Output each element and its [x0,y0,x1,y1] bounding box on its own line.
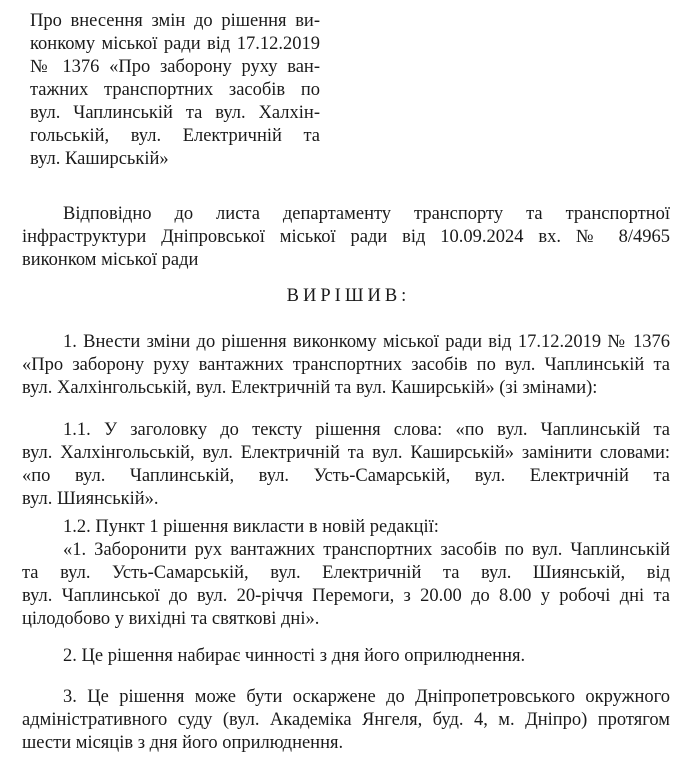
item-line: 2. Це рішення набирає чинності з дня його оприлюднення. [63,646,526,666]
item-line: та вул. Усть-Самарській, вул. Електричній та вул. Шиянській, від [22,563,670,583]
preamble-line: інфраструктури Дніпровської міської ради від 10.09.2024 вх. № 8/4965 [22,227,670,247]
item-line: 1. Внести зміни до рішення виконкому міської ради від 17.12.2019 № 1376 [63,332,670,352]
title-line: Про внесення змін до рішення ви- [30,11,320,31]
item-line: 1.2. Пункт 1 рішення викласти в новій редакції: [63,517,439,537]
item-line: 1.1. У заголовку до тексту рішення слова: «по вул. Чаплинській та [63,420,670,440]
item-line: вул. Чаплинської до вул. 20-річчя Перемоги, з 20.00 до 8.00 у робочі дні та [22,586,670,606]
item-line: вул. Халхінгольській, вул. Електричній та вул. Каширській» (зі змінами): [22,378,598,398]
item-line: вул. Халхінгольській, вул. Електричній та вул. Каширській» замінити словами: [22,443,670,463]
title-line: № 1376 «Про заборону руху ван- [30,57,320,77]
title-line: вул. Чаплинській та вул. Халхін- [30,103,320,123]
decided-heading: ВИРІШИВ: [286,286,411,306]
title-line: гольській, вул. Електричній та [30,126,320,146]
preamble-line: виконком міської ради [22,250,199,270]
item-line: «1. Заборонити рух вантажних транспортних засобів по вул. Чаплинській [63,540,670,560]
preamble-line: Відповідно до листа департаменту транспорту та транспортної [63,204,670,224]
item-line: 3. Це рішення може бути оскаржене до Дніпропетровського окружного [63,687,670,707]
title-line: вул. Каширській» [30,149,169,169]
item-line: адміністративного суду (вул. Академіка Янгеля, буд. 4, м. Дніпро) протягом [22,710,670,730]
item-line: вул. Шиянській». [22,489,159,509]
item-line: «Про заборону руху вантажних транспортних засобів по вул. Чаплинській та [22,355,670,375]
item-line: цілодобово у вихідні та святкові дні». [22,609,320,629]
title-line: тажних транспортних засобів по [30,80,320,100]
title-line: конкому міської ради від 17.12.2019 [30,34,320,54]
item-line: шести місяців з дня його оприлюднення. [22,733,344,753]
item-line: «по вул. Чаплинській, вул. Усть-Самарській, вул. Електричній та [22,466,670,486]
